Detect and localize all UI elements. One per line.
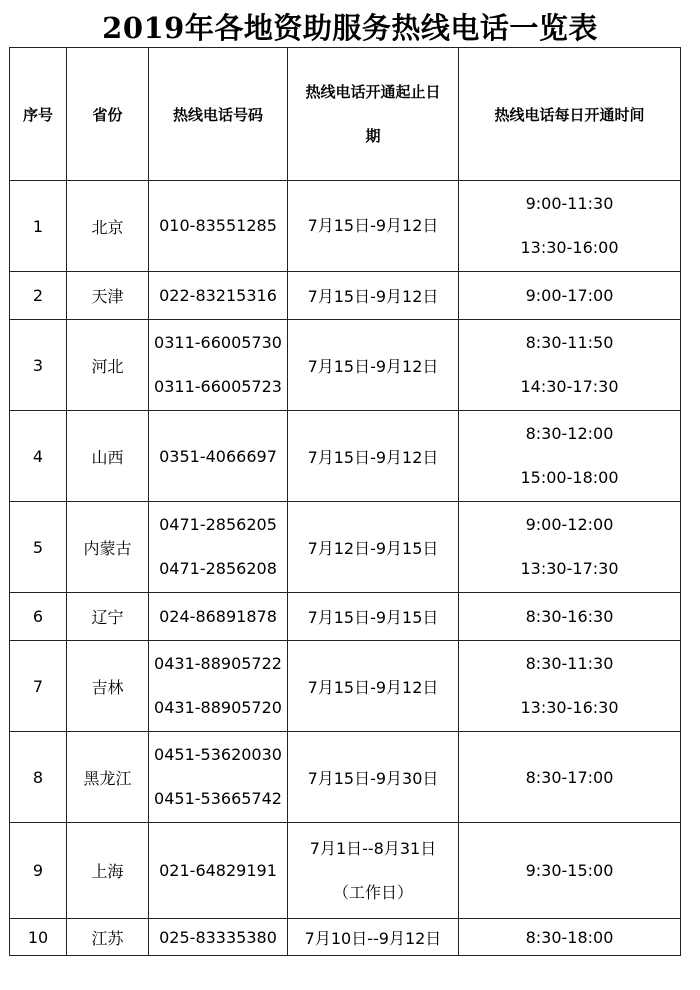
hours-text: 9:00-12:00 (525, 515, 614, 534)
table-row (10, 320, 681, 411)
cell-index: 6 (10, 593, 67, 641)
cell-index: 3 (10, 320, 67, 411)
header-phone: 热线电话号码 (149, 48, 288, 181)
cell-hours (459, 641, 681, 732)
cell-dates (288, 272, 459, 320)
phone-number: 0431-88905722 (154, 654, 282, 673)
header-dates-line1: 热线电话开通起止日 (305, 83, 441, 101)
hours-text: 9:00-11:30 (525, 194, 614, 213)
phone-number: 0311-66005723 (154, 377, 282, 396)
table-row (10, 823, 681, 919)
page-title: 2019年各地资助服务热线电话一览表 (102, 11, 598, 45)
header-hours: 热线电话每日开通时间 (459, 48, 681, 181)
cell-hours (459, 502, 681, 593)
dates-text: 7月1日--8月31日 (309, 838, 437, 858)
cell-province: 江苏 (67, 919, 149, 956)
cell-phone (149, 272, 288, 320)
hours-text: 8:30-17:00 (525, 767, 614, 787)
hours-text: 8:30-18:00 (525, 927, 614, 947)
phone-number: 0431-88905720 (154, 698, 282, 717)
phone-number: 022-83215316 (159, 286, 277, 305)
cell-hours (459, 919, 681, 956)
cell-hours (459, 593, 681, 641)
dates-text: 7月15日-9月12日 (307, 677, 439, 697)
dates-text: 7月15日-9月12日 (307, 447, 439, 467)
phone-number: 0451-53665742 (154, 789, 282, 808)
cell-phone (149, 593, 288, 641)
table-row (10, 502, 681, 593)
cell-dates (288, 411, 459, 502)
header-index: 序号 (10, 48, 67, 181)
hours-text: 13:30-17:30 (520, 559, 619, 578)
cell-index: 4 (10, 411, 67, 502)
phone-number: 024-86891878 (159, 607, 277, 626)
cell-phone (149, 641, 288, 732)
cell-phone (149, 732, 288, 823)
phone-number: 0311-66005730 (154, 333, 282, 352)
cell-index: 5 (10, 502, 67, 593)
cell-hours (459, 823, 681, 919)
cell-province: 山西 (67, 411, 149, 502)
dates-text: 7月15日-9月12日 (307, 216, 439, 235)
dates-text: 7月15日-9月12日 (307, 287, 439, 306)
hours-text: 14:30-17:30 (520, 377, 619, 396)
cell-dates (288, 641, 459, 732)
header-province: 省份 (67, 48, 149, 181)
cell-province: 黑龙江 (67, 732, 149, 823)
dates-text: 7月10日--9月12日 (304, 928, 442, 948)
hours-text: 13:30-16:30 (520, 698, 619, 717)
phone-number: 0471-2856208 (159, 559, 277, 578)
hours-text: 15:00-18:00 (520, 468, 619, 487)
cell-province: 河北 (67, 320, 149, 411)
hours-text: 8:30-11:50 (525, 333, 614, 352)
dates-text: 7月15日-9月12日 (307, 356, 439, 376)
dates-text: 7月15日-9月15日 (307, 608, 439, 627)
table-row (10, 919, 681, 956)
cell-index: 9 (10, 823, 67, 919)
table-row (10, 411, 681, 502)
hours-text: 8:30-11:30 (525, 654, 614, 673)
cell-phone (149, 181, 288, 272)
cell-dates (288, 823, 459, 919)
cell-province: 北京 (67, 181, 149, 272)
cell-province: 天津 (67, 272, 149, 320)
table-row (10, 593, 681, 641)
hours-text: 13:30-16:00 (520, 238, 619, 257)
hours-text: 9:00-17:00 (525, 286, 614, 305)
cell-hours (459, 181, 681, 272)
cell-province: 吉林 (67, 641, 149, 732)
cell-index: 10 (10, 919, 67, 956)
cell-phone (149, 320, 288, 411)
cell-hours (459, 320, 681, 411)
hours-text: 8:30-16:30 (525, 607, 614, 626)
phone-number: 0351-4066697 (159, 446, 277, 466)
hours-text: 9:30-15:00 (525, 861, 614, 880)
table-row (10, 641, 681, 732)
cell-phone (149, 823, 288, 919)
header-dates-line2: 期 (365, 127, 381, 145)
dates-text: 7月12日-9月15日 (307, 538, 439, 558)
phone-number: 025-83335380 (159, 927, 277, 947)
cell-index: 7 (10, 641, 67, 732)
hotline-table (9, 47, 681, 956)
cell-province: 上海 (67, 823, 149, 919)
cell-phone (149, 411, 288, 502)
cell-dates (288, 919, 459, 956)
cell-dates (288, 320, 459, 411)
cell-index: 1 (10, 181, 67, 272)
cell-phone (149, 502, 288, 593)
cell-dates (288, 732, 459, 823)
cell-hours (459, 272, 681, 320)
cell-dates (288, 502, 459, 593)
table-row (10, 181, 681, 272)
phone-number: 010-83551285 (159, 216, 277, 235)
cell-province: 内蒙古 (67, 502, 149, 593)
dates-note: （工作日） (332, 882, 413, 902)
dates-text: 7月15日-9月30日 (307, 768, 439, 788)
header-dates (288, 48, 459, 181)
cell-index: 2 (10, 272, 67, 320)
cell-dates (288, 181, 459, 272)
cell-hours (459, 411, 681, 502)
table-row (10, 272, 681, 320)
cell-index: 8 (10, 732, 67, 823)
cell-phone (149, 919, 288, 956)
hours-text: 8:30-12:00 (525, 424, 614, 443)
cell-province: 辽宁 (67, 593, 149, 641)
table-header-row (10, 48, 681, 181)
phone-number: 021-64829191 (159, 861, 277, 880)
table-row (10, 732, 681, 823)
cell-hours (459, 732, 681, 823)
phone-number: 0451-53620030 (154, 745, 282, 764)
cell-dates (288, 593, 459, 641)
phone-number: 0471-2856205 (159, 515, 277, 534)
